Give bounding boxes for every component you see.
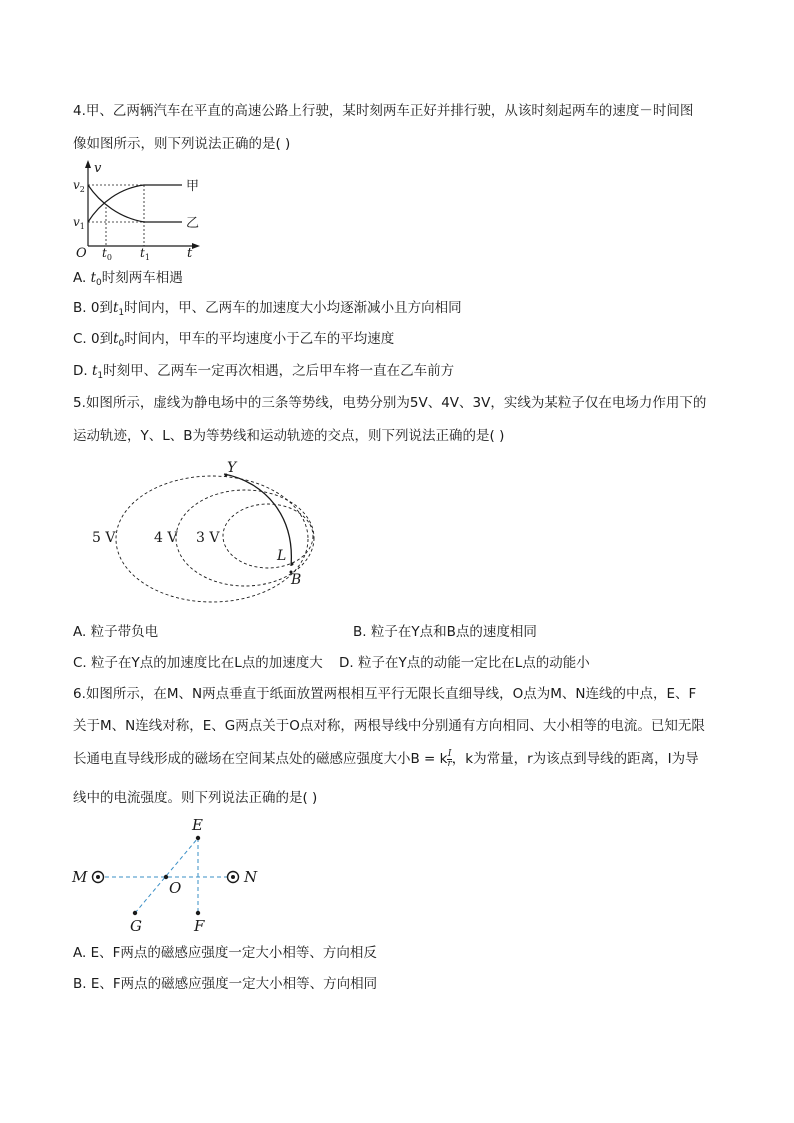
q6-label-e: E: [192, 816, 203, 834]
q4-label-yi: 乙: [186, 216, 200, 231]
q5-equipotential-figure: [85, 456, 325, 606]
q5-point-l-dot: [291, 563, 294, 566]
q4-label-v1: $v_1$: [73, 215, 85, 231]
q5-label-l: L: [277, 548, 287, 564]
q5-label-b: B: [291, 572, 302, 588]
q4-option-a: A. $t_0$时刻两车相遇: [73, 270, 183, 288]
q4-label-t0: $t_0$: [102, 246, 112, 262]
q5-label-3v: 3 V: [196, 530, 220, 546]
q4-stem-line1: 4.甲、乙两辆汽车在平直的高速公路上行驶，某时刻两车正好并排行驶，从该时刻起两车的速度－时间图: [73, 103, 694, 119]
q4-label-v2: $v_2$: [73, 178, 85, 194]
q6-wire-n-dot: [231, 875, 235, 879]
q5-stem-line2: 运动轨迹，Y、L、B为等势线和运动轨迹的交点，则下列说法正确的是( ): [73, 428, 505, 444]
q6-option-b: B. E、F两点的磁感应强度一定大小相等、方向相同: [73, 976, 378, 992]
q5-label-4v: 4 V: [154, 530, 178, 546]
q4-vt-graph: [70, 158, 210, 262]
q6-stem-line2: 关于M、N连线对称，E、G两点关于O点对称，两根导线中分别通有方向相同、大小相等的电流。已知无限: [73, 718, 705, 734]
q6-stem-line4: 线中的电流强度。则下列说法正确的是( ): [73, 790, 318, 806]
q5-stem-line1: 5.如图所示，虚线为静电场中的三条等势线，电势分别为5V、4V、3V，实线为某粒子仅在电场力作用下的: [73, 395, 707, 411]
q5-label-5v: 5 V: [92, 530, 116, 546]
q5-option-c: C. 粒子在Y点的加速度比在L点的加速度大: [73, 655, 323, 671]
q5-option-a: A. 粒子带负电: [73, 624, 159, 640]
q4-curve-jia: [88, 185, 182, 222]
q5-label-y: Y: [227, 460, 237, 476]
q6-point-o-dot: [164, 875, 168, 879]
q6-formula-fraction: $\frac{I}{r}$: [447, 748, 452, 769]
q5-option-d: D. 粒子在Y点的动能一定比在L点的动能小: [339, 655, 590, 671]
q4-option-d: D. $t_1$时刻甲、乙两车一定再次相遇，之后甲车将一直在乙车前方: [73, 363, 455, 381]
q6-option-a: A. E、F两点的磁感应强度一定大小相等、方向相反: [73, 945, 377, 961]
q6-stem-line1: 6.如图所示，在M、N两点垂直于纸面放置两根相互平行无限长直细导线，O点为M、N连线的中点，E、F: [73, 686, 697, 702]
q5-equipotential-3v: [223, 504, 313, 568]
q4-label-v: v: [94, 161, 102, 176]
q4-label-origin: O: [76, 246, 87, 261]
q6-label-g: G: [130, 917, 142, 935]
q6-label-o: O: [169, 879, 182, 897]
q4-label-t: t: [187, 246, 193, 261]
q6-label-f: F: [194, 917, 205, 935]
q4-t-axis-arrow: [192, 243, 200, 249]
q6-wires-figure: [70, 815, 270, 935]
q4-curve-yi: [88, 185, 182, 222]
q4-v-axis-arrow: [85, 160, 91, 168]
q6-point-f-dot: [196, 911, 200, 915]
q4-label-jia: 甲: [186, 179, 200, 194]
q6-stem-line3: 长通电直导线形成的磁场在空间某点处的磁感应强度大小B = k $\frac{I}{r}$ ，k为常量，r为该点到导线的距离，I为导: [73, 748, 699, 769]
q6-point-e-dot: [196, 836, 200, 840]
q6-label-m: M: [72, 868, 88, 886]
q6-point-g-dot: [133, 911, 137, 915]
q4-stem-line2: 像如图所示，则下列说法正确的是( ): [73, 136, 291, 152]
q6-label-n: N: [244, 868, 258, 886]
q4-label-t1: $t_1$: [140, 246, 150, 262]
q4-option-c: C. 0到$t_0$时间内，甲车的平均速度小于乙车的平均速度: [73, 331, 395, 349]
q4-option-b: B. 0到$t_1$时间内，甲、乙两车的加速度大小均逐渐减小且方向相同: [73, 300, 462, 318]
q5-option-b: B. 粒子在Y点和B点的速度相同: [353, 624, 537, 640]
q6-wire-m-dot: [96, 875, 100, 879]
